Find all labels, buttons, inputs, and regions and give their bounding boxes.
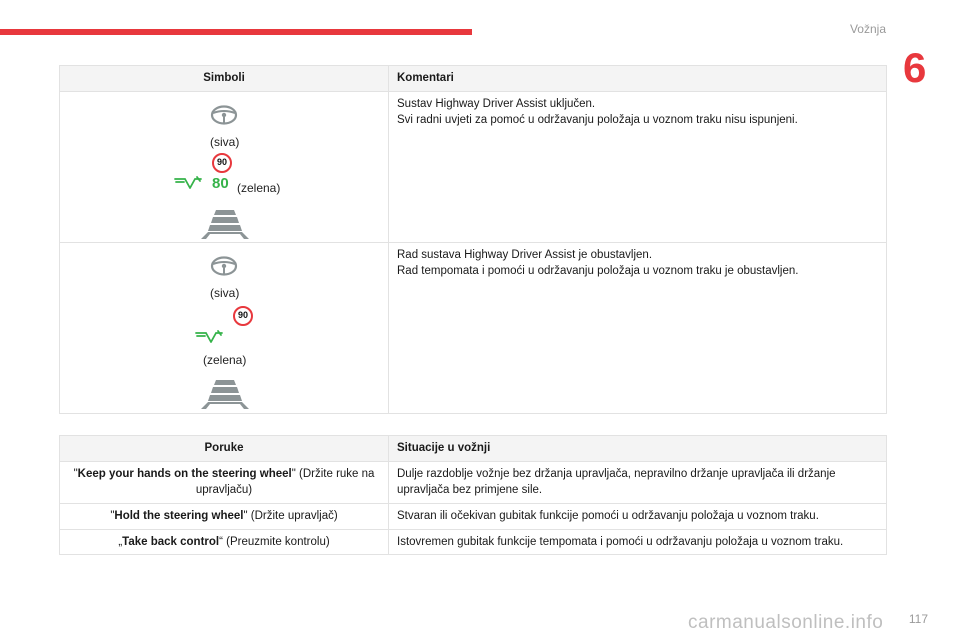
messages-table <box>59 435 887 555</box>
table-header-row <box>60 66 887 92</box>
chapter-accent-bar <box>0 29 472 35</box>
message-open-quote: " <box>73 467 78 480</box>
column-header-situations: Situacije u vožnji <box>389 436 887 462</box>
comment-line: Rad tempomata i pomoći u održavanju položaja u voznom traku je obustavljen. <box>397 265 799 278</box>
page-number: 117 <box>908 612 928 626</box>
hands-on-wheel-icon <box>173 175 203 191</box>
message-cell <box>60 461 389 503</box>
hands-on-wheel-icon <box>194 329 224 345</box>
steering-wheel-icon <box>209 255 239 277</box>
symbols-cell <box>60 242 389 413</box>
column-header-messages: Poruke <box>60 436 389 462</box>
table-row <box>60 461 887 503</box>
green-label: (zelena) <box>203 352 247 367</box>
section-title: Vožnja <box>849 22 886 36</box>
column-header-comments: Komentari <box>389 66 887 92</box>
comment-line: Sustav Highway Driver Assist uključen. <box>397 97 596 110</box>
table-row <box>60 529 887 555</box>
chapter-number: 6 <box>903 44 927 91</box>
symbols-cell <box>60 91 389 242</box>
comment-line: Svi radni uvjeti za pomoć u održavanju položaja u voznom traku nisu ispunjeni. <box>397 114 798 127</box>
symbols-table <box>59 65 887 414</box>
speed-limit-badge: 90 <box>212 153 232 173</box>
situation-cell: Dulje razdoblje vožnje bez držanja upravljača, nepravilno držanje upravljača ili držanje upravljača bez primjene sile. <box>389 461 887 503</box>
message-translation: " (Držite upravljač) <box>243 510 338 523</box>
set-speed-value: 80 <box>212 174 229 192</box>
message-bold-text: Keep your hands on the steering wheel <box>77 467 292 480</box>
table-header-row <box>60 436 887 462</box>
message-translation: “ (Preuzmite kontrolu) <box>219 535 330 548</box>
table-row <box>60 504 887 530</box>
table-row <box>60 91 887 242</box>
message-translation: " (Držite ruke na upravljaču) <box>195 467 375 497</box>
message-bold-text: Take back control <box>122 535 220 548</box>
column-header-symbols: Simboli <box>60 66 389 92</box>
comment-line: Rad sustava Highway Driver Assist je obustavljen. <box>397 248 653 261</box>
comment-cell <box>389 242 887 413</box>
message-bold-text: Hold the steering wheel <box>114 510 244 523</box>
watermark: carmanualsonline.info <box>688 612 884 633</box>
table-row <box>60 242 887 413</box>
comment-cell <box>389 91 887 242</box>
steering-wheel-icon <box>209 104 239 126</box>
message-cell <box>60 529 389 555</box>
lane-road-icon <box>200 378 250 410</box>
situation-cell: Istovremen gubitak funkcije tempomata i pomoći u održavanju položaja u voznom traku. <box>389 529 887 555</box>
green-label: (zelena) <box>237 180 281 195</box>
message-cell <box>60 504 389 530</box>
message-open-quote: „ <box>118 535 123 548</box>
message-open-quote: " <box>110 510 115 523</box>
grey-label: (siva) <box>210 134 240 149</box>
lane-road-icon <box>200 208 250 240</box>
grey-label: (siva) <box>210 285 240 300</box>
situation-cell: Stvaran ili očekivan gubitak funkcije pomoći u održavanju položaja u voznom traku. <box>389 504 887 530</box>
speed-limit-badge: 90 <box>233 306 253 326</box>
